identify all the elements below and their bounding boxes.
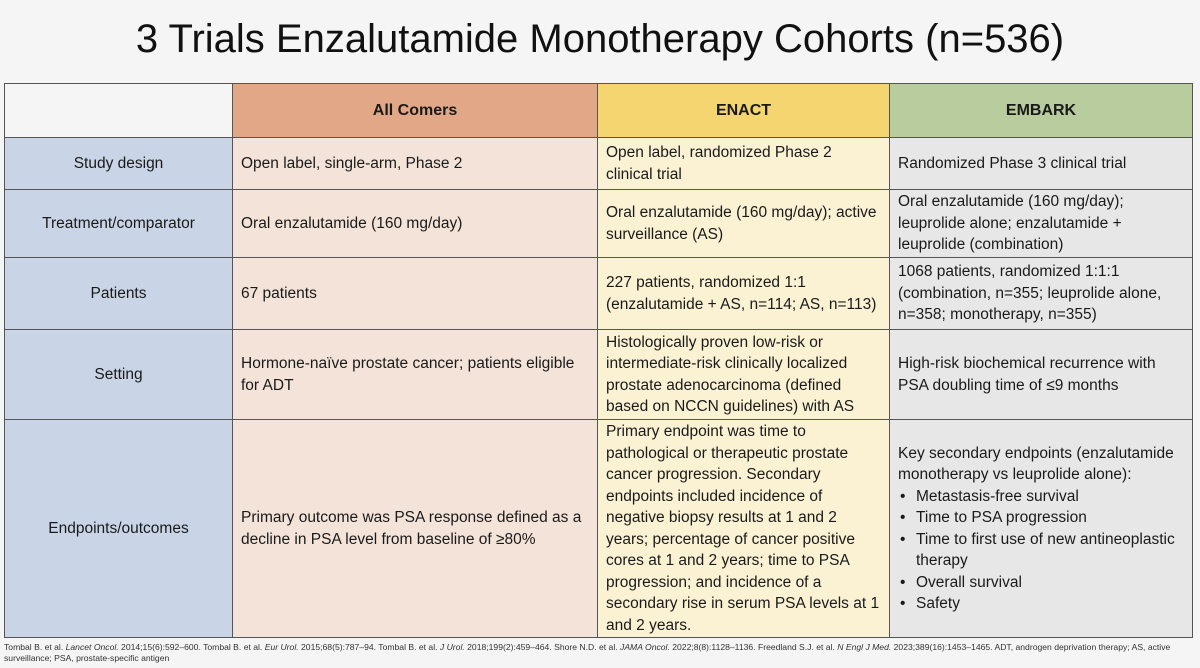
ref-authors: Freedland S.J. et al. bbox=[757, 642, 835, 652]
ref-journal: J Urol. bbox=[439, 642, 465, 652]
ref-journal: JAMA Oncol. bbox=[620, 642, 670, 652]
list-item: • Time to first use of new antineoplastic therapy bbox=[898, 529, 1184, 572]
cell-embark-endpoints bbox=[890, 420, 1193, 638]
table-row-treatment bbox=[5, 190, 1193, 258]
ref-authors: Tombal B. et al. bbox=[203, 642, 263, 652]
ref-authors: Tombal B. et al. bbox=[378, 642, 438, 652]
cell-enact-treatment: Oral enzalutamide (160 mg/day); active surveillance (AS) bbox=[598, 190, 890, 258]
ref-details: 2018;199(2):459–464. bbox=[467, 642, 552, 652]
cell-all-comers-treatment: Oral enzalutamide (160 mg/day) bbox=[233, 190, 598, 258]
header-embark: EMBARK bbox=[890, 84, 1193, 138]
cell-embark-setting: High-risk biochemical recurrence with PSA doubling time of ≤9 months bbox=[890, 330, 1193, 420]
list-item: • Time to PSA progression bbox=[898, 507, 1184, 529]
table-header-row bbox=[5, 84, 1193, 138]
ref-authors: Tombal B. et al. bbox=[4, 642, 64, 652]
cell-enact-setting: Histologically proven low-risk or intermediate-risk clinically localized prostate adenocarcinoma (defined based on NCCN guidelines) with AS bbox=[598, 330, 890, 420]
list-item: • Overall survival bbox=[898, 572, 1184, 594]
ref-authors: Shore N.D. et al. bbox=[554, 642, 618, 652]
embark-endpoints-intro: Key secondary endpoints (enzalutamide monotherapy vs leuprolide alone): bbox=[898, 444, 1174, 483]
row-label-study-design: Study design bbox=[5, 138, 233, 190]
list-item: • Metastasis-free survival bbox=[898, 486, 1184, 508]
table-row-patients bbox=[5, 258, 1193, 330]
row-label-patients: Patients bbox=[5, 258, 233, 330]
cell-enact-endpoints: Primary endpoint was time to pathological or therapeutic prostate cancer progression. Secondary endpoints included incidence of negative biopsy results at 1 and 2 years; percentage of cancer positive cores at 1 and 2 years; time to PSA progression; and incidence of a secondary rise in serum PSA levels at 1 and 2 years. bbox=[598, 420, 890, 638]
ref-journal: Lancet Oncol. bbox=[65, 642, 119, 652]
embark-endpoints-list bbox=[898, 486, 1184, 615]
row-label-endpoints: Endpoints/outcomes bbox=[5, 420, 233, 638]
cell-enact-study-design: Open label, randomized Phase 2 clinical trial bbox=[598, 138, 890, 190]
cell-all-comers-endpoints: Primary outcome was PSA response defined as a decline in PSA level from baseline of ≥80% bbox=[233, 420, 598, 638]
ref-details: 2023;389(16):1453–1465. bbox=[893, 642, 993, 652]
cell-all-comers-setting: Hormone-naïve prostate cancer; patients eligible for ADT bbox=[233, 330, 598, 420]
references-footnote bbox=[4, 642, 1196, 664]
ref-details: 2014;15(6):592–600. bbox=[121, 642, 201, 652]
abbreviations: ADT, androgen deprivation therapy; AS, active surveillance; PSA, prostate-specific antigen bbox=[4, 642, 1171, 663]
cell-embark-treatment: Oral enzalutamide (160 mg/day); leuprolide alone; enzalutamide + leuprolide (combination) bbox=[890, 190, 1193, 258]
slide-title: 3 Trials Enzalutamide Monotherapy Cohorts (n=536) bbox=[135, 17, 1065, 61]
list-item: • Safety bbox=[898, 593, 1184, 615]
header-all-comers: All Comers bbox=[233, 84, 598, 138]
cell-embark-study-design: Randomized Phase 3 clinical trial bbox=[890, 138, 1193, 190]
table-row-study-design bbox=[5, 138, 1193, 190]
row-label-setting: Setting bbox=[5, 330, 233, 420]
row-label-treatment: Treatment/comparator bbox=[5, 190, 233, 258]
cell-all-comers-patients: 67 patients bbox=[233, 258, 598, 330]
ref-journal: N Engl J Med. bbox=[837, 642, 892, 652]
header-enact: ENACT bbox=[598, 84, 890, 138]
cell-embark-patients: 1068 patients, randomized 1:1:1 (combination, n=355; leuprolide alone, n=358; monotherapy, n=355) bbox=[890, 258, 1193, 330]
ref-journal: Eur Urol. bbox=[264, 642, 299, 652]
cell-all-comers-study-design: Open label, single-arm, Phase 2 bbox=[233, 138, 598, 190]
ref-details: 2022;8(8):1128–1136. bbox=[672, 642, 756, 652]
cell-enact-patients: 227 patients, randomized 1:1 (enzalutamide + AS, n=114; AS, n=113) bbox=[598, 258, 890, 330]
ref-details: 2015;68(5):787–94. bbox=[301, 642, 377, 652]
table-row-endpoints bbox=[5, 420, 1193, 638]
trials-comparison-table bbox=[4, 83, 1193, 638]
header-corner-blank bbox=[5, 84, 233, 138]
table-row-setting bbox=[5, 330, 1193, 420]
